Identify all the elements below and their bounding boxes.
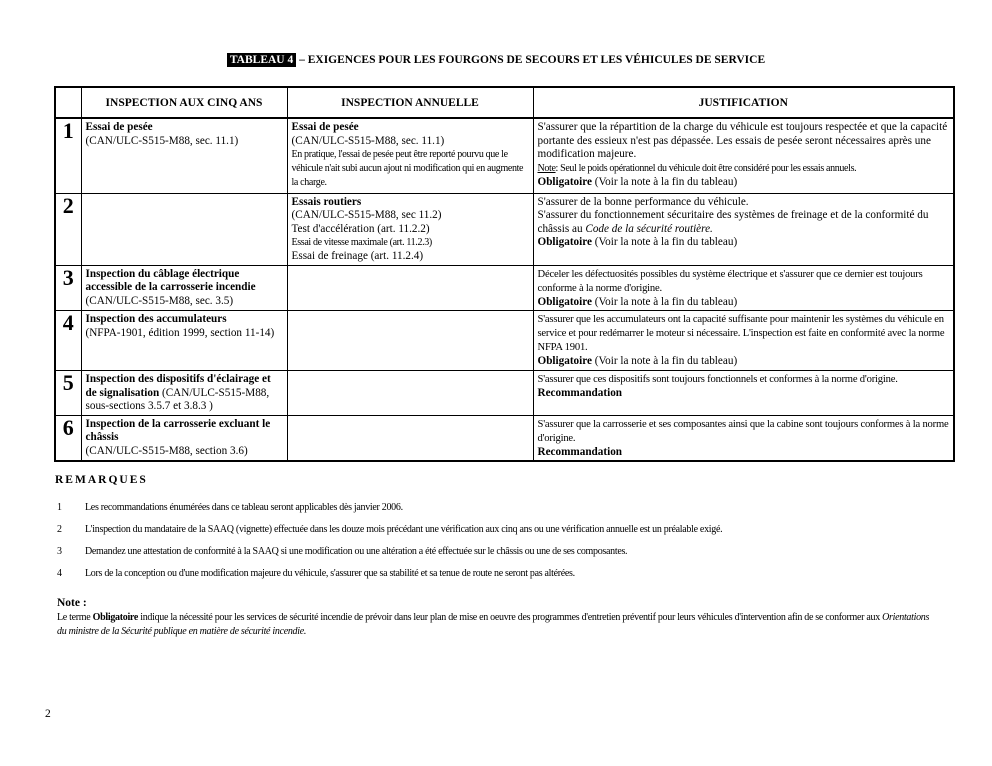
justification-text: Déceler les défectuosités possibles du système électrique et s'assurer que ce dernier est toujours conforme à la norme d'origine.: [537, 268, 923, 294]
justification-cell: [533, 265, 954, 311]
remark-item: [57, 524, 722, 535]
row-number: 2: [55, 193, 81, 265]
annual-test-speed: Essai de vitesse maximale (art. 11.2.3): [291, 237, 432, 249]
page-number: 2: [45, 708, 51, 720]
justification-line: S'assurer de la bonne performance du véhicule.: [537, 195, 749, 208]
header-number: [55, 87, 81, 118]
annual-cell: [287, 415, 533, 461]
row-number: 3: [55, 265, 81, 311]
code-reference: Code de la sécurité routière.: [585, 222, 713, 235]
remark-number: 4: [57, 568, 62, 579]
note-heading: Note :: [57, 597, 87, 609]
table-row: [55, 193, 954, 265]
justification-status: [538, 176, 950, 190]
five-year-ref: (CAN/ULC-S515-M88, sec. 3.5): [85, 295, 234, 308]
remark-text: Demandez une attestation de conformité à la SAAQ si une modification ou une altération a été effectuée sur le châssis ou une de ses composantes.: [85, 546, 628, 557]
table-row: [55, 415, 954, 461]
note-prefix: Le terme: [57, 612, 93, 623]
table-title: [0, 54, 992, 66]
annual-title: Essai de pesée: [291, 121, 359, 133]
row-number: 1: [55, 118, 81, 193]
five-year-title: Inspection du câblage électrique accessible de la carrosserie incendie: [85, 267, 256, 294]
remarks-heading: REMARQUES: [55, 474, 148, 486]
justification-text: S'assurer que la répartition de la charge du véhicule est toujours respectée et que la capacité portante des essieux n'est pas dépassée. Les essais de pesée seront nécessaires après une modification majeure.: [537, 121, 948, 161]
five-year-title: Inspection de la carrosserie excluant le châssis: [85, 417, 271, 444]
row-number: 4: [55, 311, 81, 371]
annual-cell: [287, 311, 533, 371]
five-year-content: [86, 373, 283, 414]
five-year-ref: (NFPA-1901, édition 1999, section 11-14): [85, 327, 275, 340]
annual-cell: [287, 265, 533, 311]
table-tag: TABLEAU 4: [227, 53, 296, 67]
note-text: indique la nécessité pour les services de sécurité incendie de prévoir dans leur plan de mise en oeuvre des programmes d'entretien préventif pour leurs véhicules d'intervention afin de se conformer aux: [138, 612, 883, 623]
requirements-table: [54, 86, 955, 462]
note-italic: Orientations du ministre de la Sécurité publique en matière de sécurité incendie.: [57, 612, 930, 637]
note-label: Note: [537, 162, 556, 174]
status-label: Recommandation: [537, 445, 623, 458]
justification-line: [538, 209, 950, 236]
remark-item: [57, 502, 403, 513]
justification-text: S'assurer du fonctionnement sécuritaire des systèmes de freinage et de la conformité du châssis au: [537, 209, 929, 235]
five-year-cell: [81, 265, 287, 311]
remark-item: [57, 546, 627, 557]
five-year-cell: [81, 118, 287, 193]
row-number: 6: [55, 415, 81, 461]
annual-cell: [287, 371, 533, 416]
note-body: [57, 611, 937, 639]
justification-status: [538, 355, 950, 369]
annual-ref: (CAN/ULC-S515-M88, sec. 11.1): [291, 134, 445, 147]
status-note: (Voir la note à la fin du tableau): [591, 295, 738, 308]
status-note: (Voir la note à la fin du tableau): [591, 355, 738, 368]
remark-number: 3: [57, 546, 62, 557]
justification-status: [538, 296, 950, 310]
table-row: [55, 311, 954, 371]
annual-test-braking: Essai de freinage (art. 11.2.4): [291, 250, 424, 263]
table-row: [55, 118, 954, 193]
five-year-cell: [81, 193, 287, 265]
justification-text: S'assurer que ces dispositifs sont toujours fonctionnels et conformes à la norme d'origine.: [537, 374, 898, 386]
status-label: Obligatoire: [537, 236, 592, 249]
remark-number: 1: [57, 502, 62, 513]
five-year-ref: (CAN/ULC-S515-M88, sous-sections 3.5.7 et 3.8.3 ): [85, 386, 270, 413]
five-year-cell: [81, 415, 287, 461]
justification-cell: [533, 311, 954, 371]
five-year-ref: (CAN/ULC-S515-M88, sec. 11.1): [85, 134, 239, 147]
five-year-title: Inspection des dispositifs d'éclairage et de signalisation: [85, 373, 271, 399]
annual-title: Essais routiers: [291, 195, 362, 208]
five-year-cell: [81, 371, 287, 416]
justification-cell: [533, 371, 954, 416]
status-label: Obligatoire: [537, 295, 592, 308]
status-note: (Voir la note à la fin du tableau): [591, 236, 738, 249]
justification-note: [538, 162, 950, 176]
five-year-title: Essai de pesée: [85, 121, 153, 133]
annual-cell: [287, 118, 533, 193]
remark-number: 2: [57, 524, 62, 535]
table-row: [55, 371, 954, 416]
justification-text: S'assurer que la carrosserie et ses composantes ainsi que la cabine sont toujours conformes à la norme d'origine.: [537, 418, 949, 444]
justification-cell: [533, 118, 954, 193]
justification-cell: [533, 415, 954, 461]
justification-status: [538, 236, 950, 250]
table-row: [55, 265, 954, 311]
five-year-title: Inspection des accumulateurs: [85, 313, 227, 326]
justification-text: S'assurer que les accumulateurs ont la capacité suffisante pour maintenir les systèmes du véhicule en service et pour redémarrer le moteur si nécessaire. L'inspection est faite en conformité avec la norme NFPA 1901.: [537, 314, 945, 354]
status-label: Obligatoire: [537, 175, 592, 188]
justification-cell: [533, 193, 954, 265]
table-header-row: [55, 87, 954, 118]
annual-note: En pratique, l'essai de pesée peut être reporté pourvu que le véhicule n'ait subi aucun ajout ni modification qui en augmente la charge.: [291, 149, 524, 189]
status-label: Recommandation: [537, 387, 623, 400]
note-text: : Seul le poids opérationnel du véhicule doit être considéré pour les essais annuels.: [555, 162, 857, 174]
remark-text: L'inspection du mandataire de la SAAQ (vignette) effectuée dans les douze mois précédant une vérification aux cinq ans ou une vérification annuelle est un préalable exigé.: [85, 524, 723, 535]
status-note: (Voir la note à la fin du tableau): [591, 175, 738, 188]
header-five-year: INSPECTION AUX CINQ ANS: [81, 87, 287, 118]
annual-test-acceleration: Test d'accélération (art. 11.2.2): [291, 222, 430, 235]
remark-text: Les recommandations énumérées dans ce tableau seront applicables dès janvier 2006.: [85, 502, 403, 513]
annual-cell: [287, 193, 533, 265]
remark-item: [57, 568, 575, 579]
header-justification: JUSTIFICATION: [533, 87, 954, 118]
header-annual: INSPECTION ANNUELLE: [287, 87, 533, 118]
table-title-text: – EXIGENCES POUR LES FOURGONS DE SECOURS ET LES VÉHICULES DE SERVICE: [296, 54, 766, 66]
status-label: Obligatoire: [537, 355, 592, 368]
remark-text: Lors de la conception ou d'une modification majeure du véhicule, s'assurer que sa stabilité et sa tenue de route ne seront pas altérées.: [85, 568, 575, 579]
row-number: 5: [55, 371, 81, 416]
five-year-ref: (CAN/ULC-S515-M88, section 3.6): [85, 445, 248, 458]
annual-ref: (CAN/ULC-S515-M88, sec 11.2): [291, 209, 442, 222]
note-term: Obligatoire: [92, 612, 139, 623]
five-year-cell: [81, 311, 287, 371]
